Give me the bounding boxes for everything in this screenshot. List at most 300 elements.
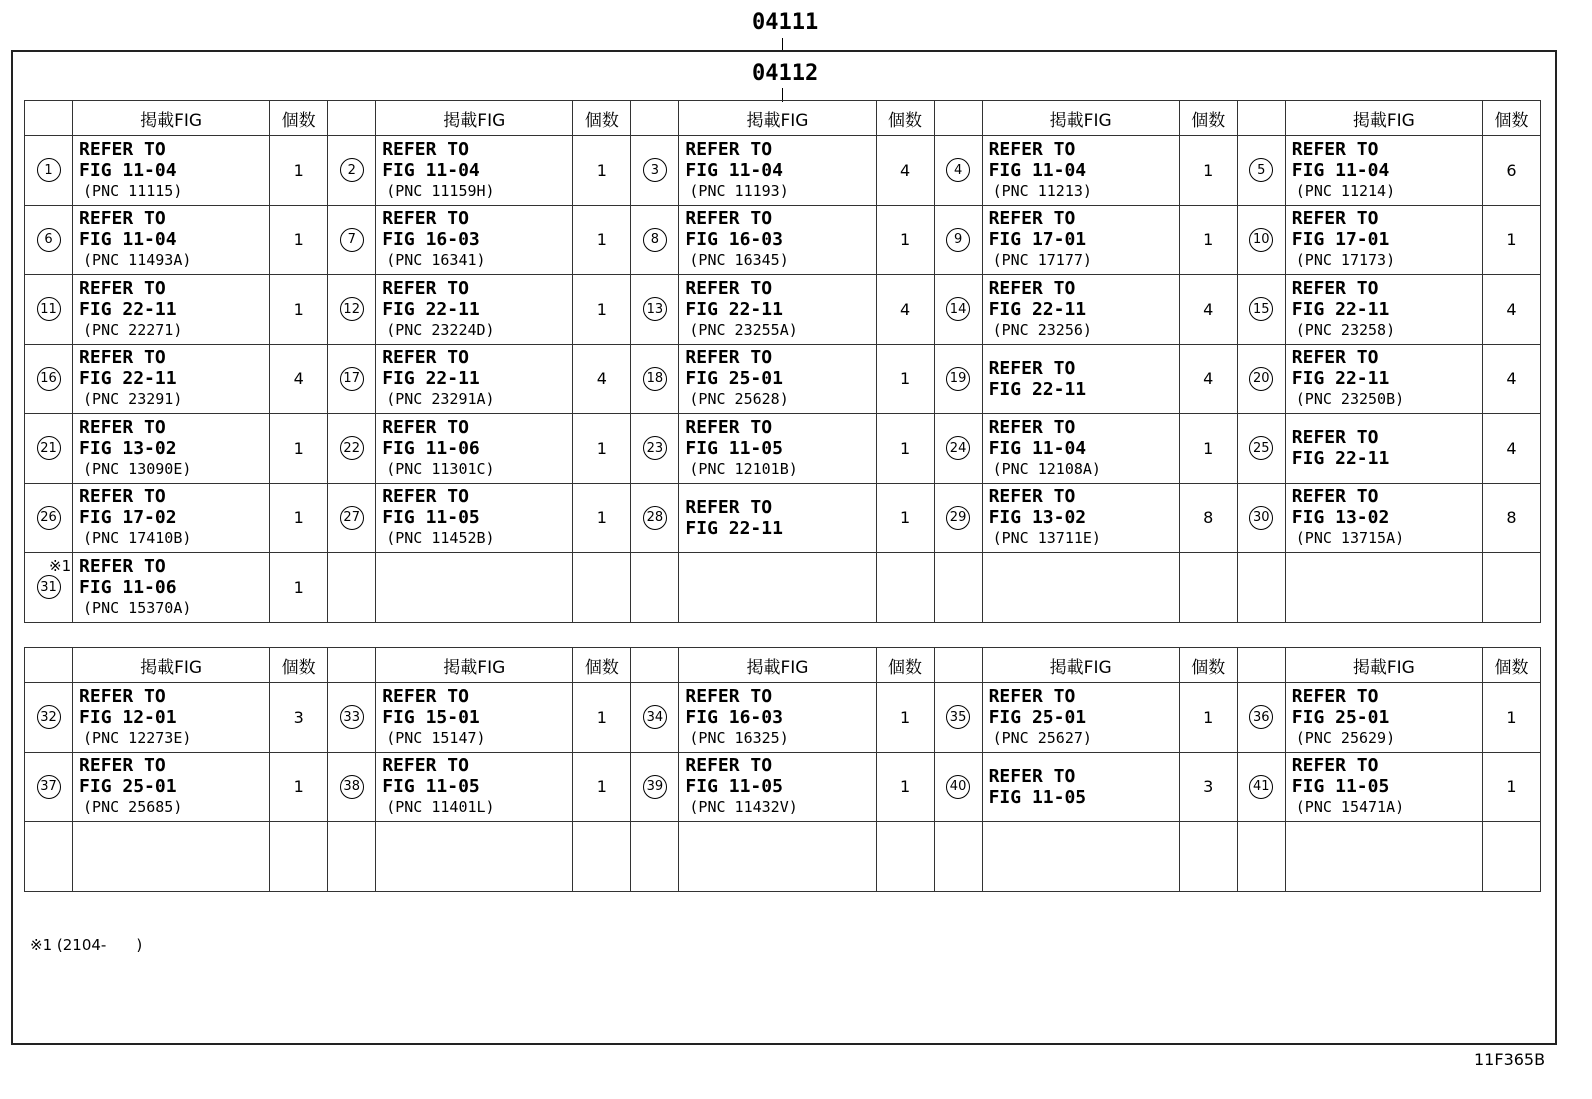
pnc-line: (PNC 25685) — [83, 798, 183, 817]
quantity-cell: 1 — [1179, 205, 1237, 275]
reference-cell — [376, 344, 573, 414]
reference-text — [1292, 755, 1482, 818]
quantity-cell: 4 — [1179, 275, 1237, 345]
item-number-cell — [25, 822, 73, 892]
refer-to-line: REFER TO — [382, 347, 469, 369]
quantity-cell: 4 — [876, 275, 934, 345]
item-number-cell — [25, 483, 73, 553]
reference-text — [382, 347, 572, 410]
pnc-line: (PNC 12273E) — [83, 728, 192, 747]
fig-line: FIG 17-01 — [988, 229, 1087, 251]
refer-to-line: REFER TO — [988, 277, 1076, 299]
quantity-cell: 1 — [270, 414, 328, 484]
reference-text — [989, 278, 1179, 341]
reference-text — [79, 139, 269, 202]
item-number-circle: 2 — [340, 158, 364, 182]
refer-to-line: REFER TO — [988, 208, 1076, 230]
item-number-cell — [25, 683, 73, 753]
pnc-line: (PNC 11214) — [1295, 181, 1396, 200]
reference-cell — [376, 275, 573, 345]
refer-to-line: REFER TO — [988, 416, 1076, 438]
quantity-cell: 3 — [1179, 752, 1237, 822]
refer-to-line: REFER TO — [79, 138, 166, 160]
item-number-circle: 36 — [1249, 705, 1273, 729]
refer-to-line: REFER TO — [1291, 427, 1379, 449]
refer-to-line: REFER TO — [685, 496, 773, 518]
quantity-cell: 1 — [876, 752, 934, 822]
refer-to-line: REFER TO — [382, 755, 469, 777]
fig-line: FIG 13-02 — [1291, 507, 1390, 529]
header-blank-cell — [934, 648, 982, 683]
reference-cell — [982, 275, 1179, 345]
reference-text — [382, 208, 572, 271]
refer-to-line: REFER TO — [988, 138, 1076, 160]
reference-cell — [73, 136, 270, 206]
pnc-line: (PNC 23291A) — [386, 390, 495, 409]
reference-cell — [73, 483, 270, 553]
refer-to-line: REFER TO — [988, 765, 1076, 787]
table-row — [25, 483, 1541, 553]
fig-line: FIG 25-01 — [988, 706, 1087, 728]
reference-cell — [679, 752, 876, 822]
quantity-cell: 3 — [270, 683, 328, 753]
reference-cell — [73, 752, 270, 822]
header-qty-cell: 個数 — [1179, 101, 1237, 136]
item-number-circle: 1 — [37, 158, 61, 182]
item-number-circle: 31 — [37, 575, 61, 599]
reference-cell — [376, 483, 573, 553]
reference-text — [989, 686, 1179, 749]
quantity-cell — [573, 553, 631, 623]
reference-text — [382, 139, 572, 202]
reference-table-2 — [24, 647, 1541, 892]
quantity-cell: 1 — [1482, 205, 1540, 275]
reference-cell — [49, 553, 270, 623]
quantity-cell — [1179, 553, 1237, 623]
pnc-line: (PNC 11493A) — [83, 251, 192, 270]
header-qty-cell: 個数 — [270, 101, 328, 136]
item-number-circle: 41 — [1249, 775, 1273, 799]
fig-line: FIG 11-05 — [382, 507, 480, 529]
quantity-cell: 1 — [270, 275, 328, 345]
quantity-cell: 1 — [1179, 683, 1237, 753]
quantity-cell: 1 — [270, 752, 328, 822]
reference-cell — [73, 414, 270, 484]
fig-line: FIG 11-04 — [988, 159, 1087, 181]
item-number-circle: 3 — [643, 158, 667, 182]
header-fig-cell: 掲載FIG — [73, 648, 270, 683]
item-number-cell — [631, 822, 679, 892]
item-number-circle: 12 — [340, 297, 364, 321]
item-number-circle: 13 — [643, 297, 667, 321]
quantity-cell: 8 — [1482, 483, 1540, 553]
reference-cell — [376, 822, 573, 892]
reference-cell — [679, 275, 876, 345]
quantity-cell — [1482, 822, 1540, 892]
item-number-cell — [25, 752, 73, 822]
pnc-line: (PNC 23224D) — [386, 320, 495, 339]
item-number-cell — [25, 414, 73, 484]
reference-text — [685, 497, 875, 539]
item-number-cell — [631, 414, 679, 484]
quantity-cell: 1 — [573, 683, 631, 753]
reference-cell — [1285, 553, 1482, 623]
item-number-circle: 40 — [946, 775, 970, 799]
pnc-line: (PNC 25628) — [689, 390, 789, 409]
refer-to-line: REFER TO — [382, 138, 469, 160]
note-mark: ※1 — [49, 556, 72, 575]
quantity-cell — [1482, 553, 1540, 623]
table-row — [25, 683, 1541, 753]
reference-table-1 — [24, 100, 1541, 623]
reference-cell — [1285, 275, 1482, 345]
item-number-cell — [328, 344, 376, 414]
item-number-cell — [631, 205, 679, 275]
refer-to-line: REFER TO — [79, 416, 166, 438]
item-number-circle: 9 — [946, 228, 970, 252]
item-number-circle: 28 — [643, 506, 667, 530]
quantity-cell: 4 — [573, 344, 631, 414]
header-fig-cell: 掲載FIG — [376, 101, 573, 136]
header-qty-cell: 個数 — [1482, 101, 1540, 136]
fig-line: FIG 22-11 — [988, 378, 1087, 400]
reference-cell — [1285, 822, 1482, 892]
table-row — [25, 752, 1541, 822]
reference-text — [685, 139, 875, 202]
header-fig-cell: 掲載FIG — [679, 101, 876, 136]
fig-line: FIG 17-02 — [79, 507, 177, 529]
reference-text — [382, 417, 572, 480]
item-number-cell — [1237, 414, 1285, 484]
fig-line: FIG 11-04 — [79, 159, 177, 181]
refer-to-line: REFER TO — [79, 277, 166, 299]
refer-to-line: REFER TO — [79, 685, 166, 707]
reference-cell — [679, 136, 876, 206]
reference-text — [989, 358, 1179, 400]
quantity-cell: 4 — [1482, 414, 1540, 484]
refer-to-line: REFER TO — [1291, 685, 1379, 707]
fig-line: FIG 22-11 — [1291, 298, 1390, 320]
reference-cell — [376, 553, 573, 623]
quantity-cell: 6 — [1482, 136, 1540, 206]
header-fig-cell: 掲載FIG — [982, 101, 1179, 136]
pnc-line: (PNC 23256) — [992, 320, 1092, 339]
pnc-line: (PNC 12101B) — [689, 459, 798, 478]
fig-line: FIG 22-11 — [685, 517, 783, 539]
pnc-line: (PNC 25627) — [992, 728, 1092, 747]
reference-text — [382, 686, 572, 749]
refer-to-line: REFER TO — [1291, 755, 1379, 777]
quantity-cell: 1 — [573, 205, 631, 275]
reference-text — [382, 278, 572, 341]
item-number-cell — [328, 136, 376, 206]
reference-cell — [1285, 344, 1482, 414]
reference-cell — [376, 752, 573, 822]
reference-text — [1292, 208, 1482, 271]
table-row — [25, 344, 1541, 414]
reference-cell — [982, 205, 1179, 275]
pnc-line: (PNC 11159H) — [386, 181, 495, 200]
item-number-cell — [934, 344, 982, 414]
footnote: ※1 (2104- ) — [30, 936, 143, 954]
item-number-cell — [934, 683, 982, 753]
reference-text — [685, 278, 875, 341]
item-number-circle: 23 — [643, 436, 667, 460]
reference-text — [989, 486, 1179, 549]
reference-cell — [73, 683, 270, 753]
quantity-cell — [573, 822, 631, 892]
reference-cell — [1285, 414, 1482, 484]
item-number-circle: 34 — [643, 705, 667, 729]
reference-cell — [982, 822, 1179, 892]
quantity-cell: 1 — [573, 752, 631, 822]
refer-to-line: REFER TO — [1291, 486, 1379, 508]
pnc-line: (PNC 22271) — [83, 320, 183, 339]
quantity-cell: 4 — [1482, 275, 1540, 345]
refer-to-line: REFER TO — [79, 486, 166, 508]
table-row — [25, 205, 1541, 275]
quantity-cell: 4 — [1179, 344, 1237, 414]
item-number-circle: 7 — [340, 228, 364, 252]
quantity-cell: 1 — [876, 483, 934, 553]
fig-line: FIG 25-01 — [79, 776, 177, 798]
reference-text — [685, 417, 875, 480]
fig-line: FIG 16-03 — [685, 706, 783, 728]
pnc-line: (PNC 23250B) — [1295, 390, 1405, 409]
pnc-line: (PNC 15471A) — [1295, 798, 1405, 817]
item-number-cell — [631, 483, 679, 553]
refer-to-line: REFER TO — [988, 357, 1076, 379]
item-number-circle: 30 — [1249, 506, 1273, 530]
reference-text — [1292, 427, 1482, 469]
quantity-cell — [1179, 822, 1237, 892]
header-fig-cell: 掲載FIG — [1285, 648, 1482, 683]
reference-cell — [73, 205, 270, 275]
pnc-line: (PNC 23255A) — [689, 320, 798, 339]
quantity-cell: 1 — [876, 205, 934, 275]
refer-to-line: REFER TO — [1291, 138, 1379, 160]
item-number-cell — [1237, 683, 1285, 753]
pnc-line: (PNC 11213) — [992, 181, 1092, 200]
item-number-circle: 27 — [340, 506, 364, 530]
item-number-cell — [631, 553, 679, 623]
reference-cell — [679, 822, 876, 892]
pnc-line: (PNC 13711E) — [992, 529, 1101, 548]
pnc-line: (PNC 15147) — [386, 728, 486, 747]
refer-to-line: REFER TO — [79, 755, 166, 777]
refer-to-line: REFER TO — [685, 755, 773, 777]
item-number-cell — [631, 275, 679, 345]
pnc-line: (PNC 11432V) — [689, 798, 798, 817]
item-number-circle: 20 — [1249, 367, 1273, 391]
fig-line: FIG 22-11 — [382, 368, 480, 390]
fig-line: FIG 11-04 — [988, 437, 1087, 459]
quantity-cell: 1 — [270, 205, 328, 275]
pnc-line: (PNC 12108A) — [992, 459, 1101, 478]
quantity-cell: 1 — [1482, 683, 1540, 753]
reference-cell — [376, 205, 573, 275]
header-fig-cell: 掲載FIG — [376, 648, 573, 683]
fig-line: FIG 11-05 — [382, 776, 480, 798]
header-blank-cell — [1237, 101, 1285, 136]
fig-line: FIG 25-01 — [685, 368, 783, 390]
item-number-circle: 17 — [340, 367, 364, 391]
fig-line: FIG 15-01 — [382, 706, 480, 728]
reference-text — [989, 417, 1179, 480]
quantity-cell: 4 — [876, 136, 934, 206]
header-blank-cell — [328, 101, 376, 136]
fig-line: FIG 11-05 — [685, 776, 783, 798]
quantity-cell: 1 — [876, 344, 934, 414]
item-number-cell — [934, 483, 982, 553]
reference-cell — [982, 483, 1179, 553]
reference-cell — [679, 414, 876, 484]
reference-text — [685, 347, 875, 410]
pnc-line: (PNC 17410B) — [83, 529, 192, 548]
quantity-cell: 1 — [1179, 414, 1237, 484]
quantity-cell: 4 — [1482, 344, 1540, 414]
item-number-cell — [328, 205, 376, 275]
reference-text — [989, 139, 1179, 202]
refer-to-line: REFER TO — [382, 208, 469, 230]
quantity-cell — [876, 822, 934, 892]
pnc-line: (PNC 17177) — [992, 251, 1092, 270]
header-qty-cell: 個数 — [876, 648, 934, 683]
refer-to-line: REFER TO — [382, 685, 469, 707]
table-row — [25, 414, 1541, 484]
item-number-circle: 10 — [1249, 228, 1273, 252]
refer-to-line: REFER TO — [988, 685, 1076, 707]
reference-text — [79, 278, 269, 341]
reference-text — [1292, 278, 1482, 341]
pnc-line: (PNC 15370A) — [83, 598, 192, 617]
refer-to-line: REFER TO — [685, 208, 773, 230]
reference-text — [685, 755, 875, 818]
item-number-cell — [25, 205, 73, 275]
fig-line: FIG 11-04 — [382, 159, 480, 181]
reference-text — [1292, 347, 1482, 410]
item-number-cell — [631, 683, 679, 753]
refer-to-line: REFER TO — [79, 208, 166, 230]
fig-line: FIG 13-02 — [988, 507, 1087, 529]
fig-line: FIG 22-11 — [79, 368, 177, 390]
header-fig-cell: 掲載FIG — [1285, 101, 1482, 136]
pnc-line: (PNC 13090E) — [83, 459, 192, 478]
refer-to-line: REFER TO — [685, 138, 773, 160]
item-number-circle: 22 — [340, 436, 364, 460]
header-blank-cell — [1237, 648, 1285, 683]
reference-text — [49, 555, 269, 619]
fig-line: FIG 22-11 — [1291, 368, 1390, 390]
assembly-number-sub: 04112 — [752, 61, 819, 86]
reference-text — [382, 486, 572, 549]
item-number-cell — [328, 275, 376, 345]
reference-text — [1292, 686, 1482, 749]
header-qty-cell: 個数 — [573, 101, 631, 136]
item-number-circle: 24 — [946, 436, 970, 460]
header-fig-cell: 掲載FIG — [679, 648, 876, 683]
reference-cell — [1285, 752, 1482, 822]
refer-to-line: REFER TO — [685, 277, 773, 299]
item-number-cell — [25, 136, 73, 206]
refer-to-line: REFER TO — [1291, 208, 1379, 230]
refer-to-line: REFER TO — [1291, 347, 1379, 369]
fig-line: FIG 11-05 — [988, 786, 1087, 808]
reference-cell — [73, 275, 270, 345]
reference-cell — [1285, 483, 1482, 553]
item-number-circle: 16 — [37, 367, 61, 391]
reference-text — [685, 686, 875, 749]
quantity-cell: 1 — [573, 136, 631, 206]
table-row — [25, 822, 1541, 892]
refer-to-line: REFER TO — [382, 277, 469, 299]
refer-to-line: REFER TO — [988, 486, 1076, 508]
item-number-cell — [328, 683, 376, 753]
item-number-circle: 39 — [643, 775, 667, 799]
fig-line: FIG 22-11 — [988, 298, 1087, 320]
pnc-line: (PNC 11452B) — [386, 529, 495, 548]
pnc-line: (PNC 11401L) — [386, 798, 495, 817]
quantity-cell: 1 — [876, 683, 934, 753]
quantity-cell: 1 — [270, 136, 328, 206]
pnc-line: (PNC 16325) — [689, 728, 789, 747]
reference-cell — [73, 344, 270, 414]
header-blank-cell — [631, 648, 679, 683]
reference-cell — [1285, 136, 1482, 206]
item-number-circle: 35 — [946, 705, 970, 729]
reference-cell — [1285, 205, 1482, 275]
item-number-circle: 26 — [37, 506, 61, 530]
header-qty-cell: 個数 — [573, 648, 631, 683]
item-number-circle: 15 — [1249, 297, 1273, 321]
item-number-cell — [328, 822, 376, 892]
pnc-line: (PNC 11193) — [689, 181, 789, 200]
header-qty-cell: 個数 — [876, 101, 934, 136]
quantity-cell: 1 — [1179, 136, 1237, 206]
item-number-cell — [1237, 822, 1285, 892]
item-number-circle: 6 — [37, 228, 61, 252]
reference-text — [685, 208, 875, 271]
item-number-circle: 11 — [37, 297, 61, 321]
fig-line: FIG 11-05 — [1291, 776, 1390, 798]
item-number-cell — [1237, 275, 1285, 345]
refer-to-line: REFER TO — [79, 347, 166, 369]
refer-to-line: REFER TO — [79, 555, 166, 577]
fig-line: FIG 13-02 — [79, 437, 177, 459]
reference-cell — [679, 683, 876, 753]
table-row — [25, 553, 1541, 623]
assembly-number-top: 04111 — [752, 10, 819, 35]
fig-line: FIG 25-01 — [1291, 706, 1390, 728]
pnc-line: (PNC 17173) — [1295, 251, 1396, 270]
reference-cell — [679, 483, 876, 553]
fig-line: FIG 16-03 — [382, 229, 480, 251]
fig-line: FIG 11-04 — [685, 159, 783, 181]
fig-line: FIG 11-06 — [382, 437, 480, 459]
reference-cell — [376, 414, 573, 484]
reference-text — [79, 417, 269, 480]
refer-to-line: REFER TO — [685, 685, 773, 707]
quantity-cell: 1 — [573, 414, 631, 484]
item-number-cell — [934, 553, 982, 623]
item-number-cell — [25, 344, 73, 414]
pnc-line: (PNC 11115) — [83, 181, 183, 200]
item-number-cell — [934, 822, 982, 892]
reference-cell — [1285, 683, 1482, 753]
quantity-cell — [876, 553, 934, 623]
item-number-cell — [328, 414, 376, 484]
reference-cell — [679, 205, 876, 275]
